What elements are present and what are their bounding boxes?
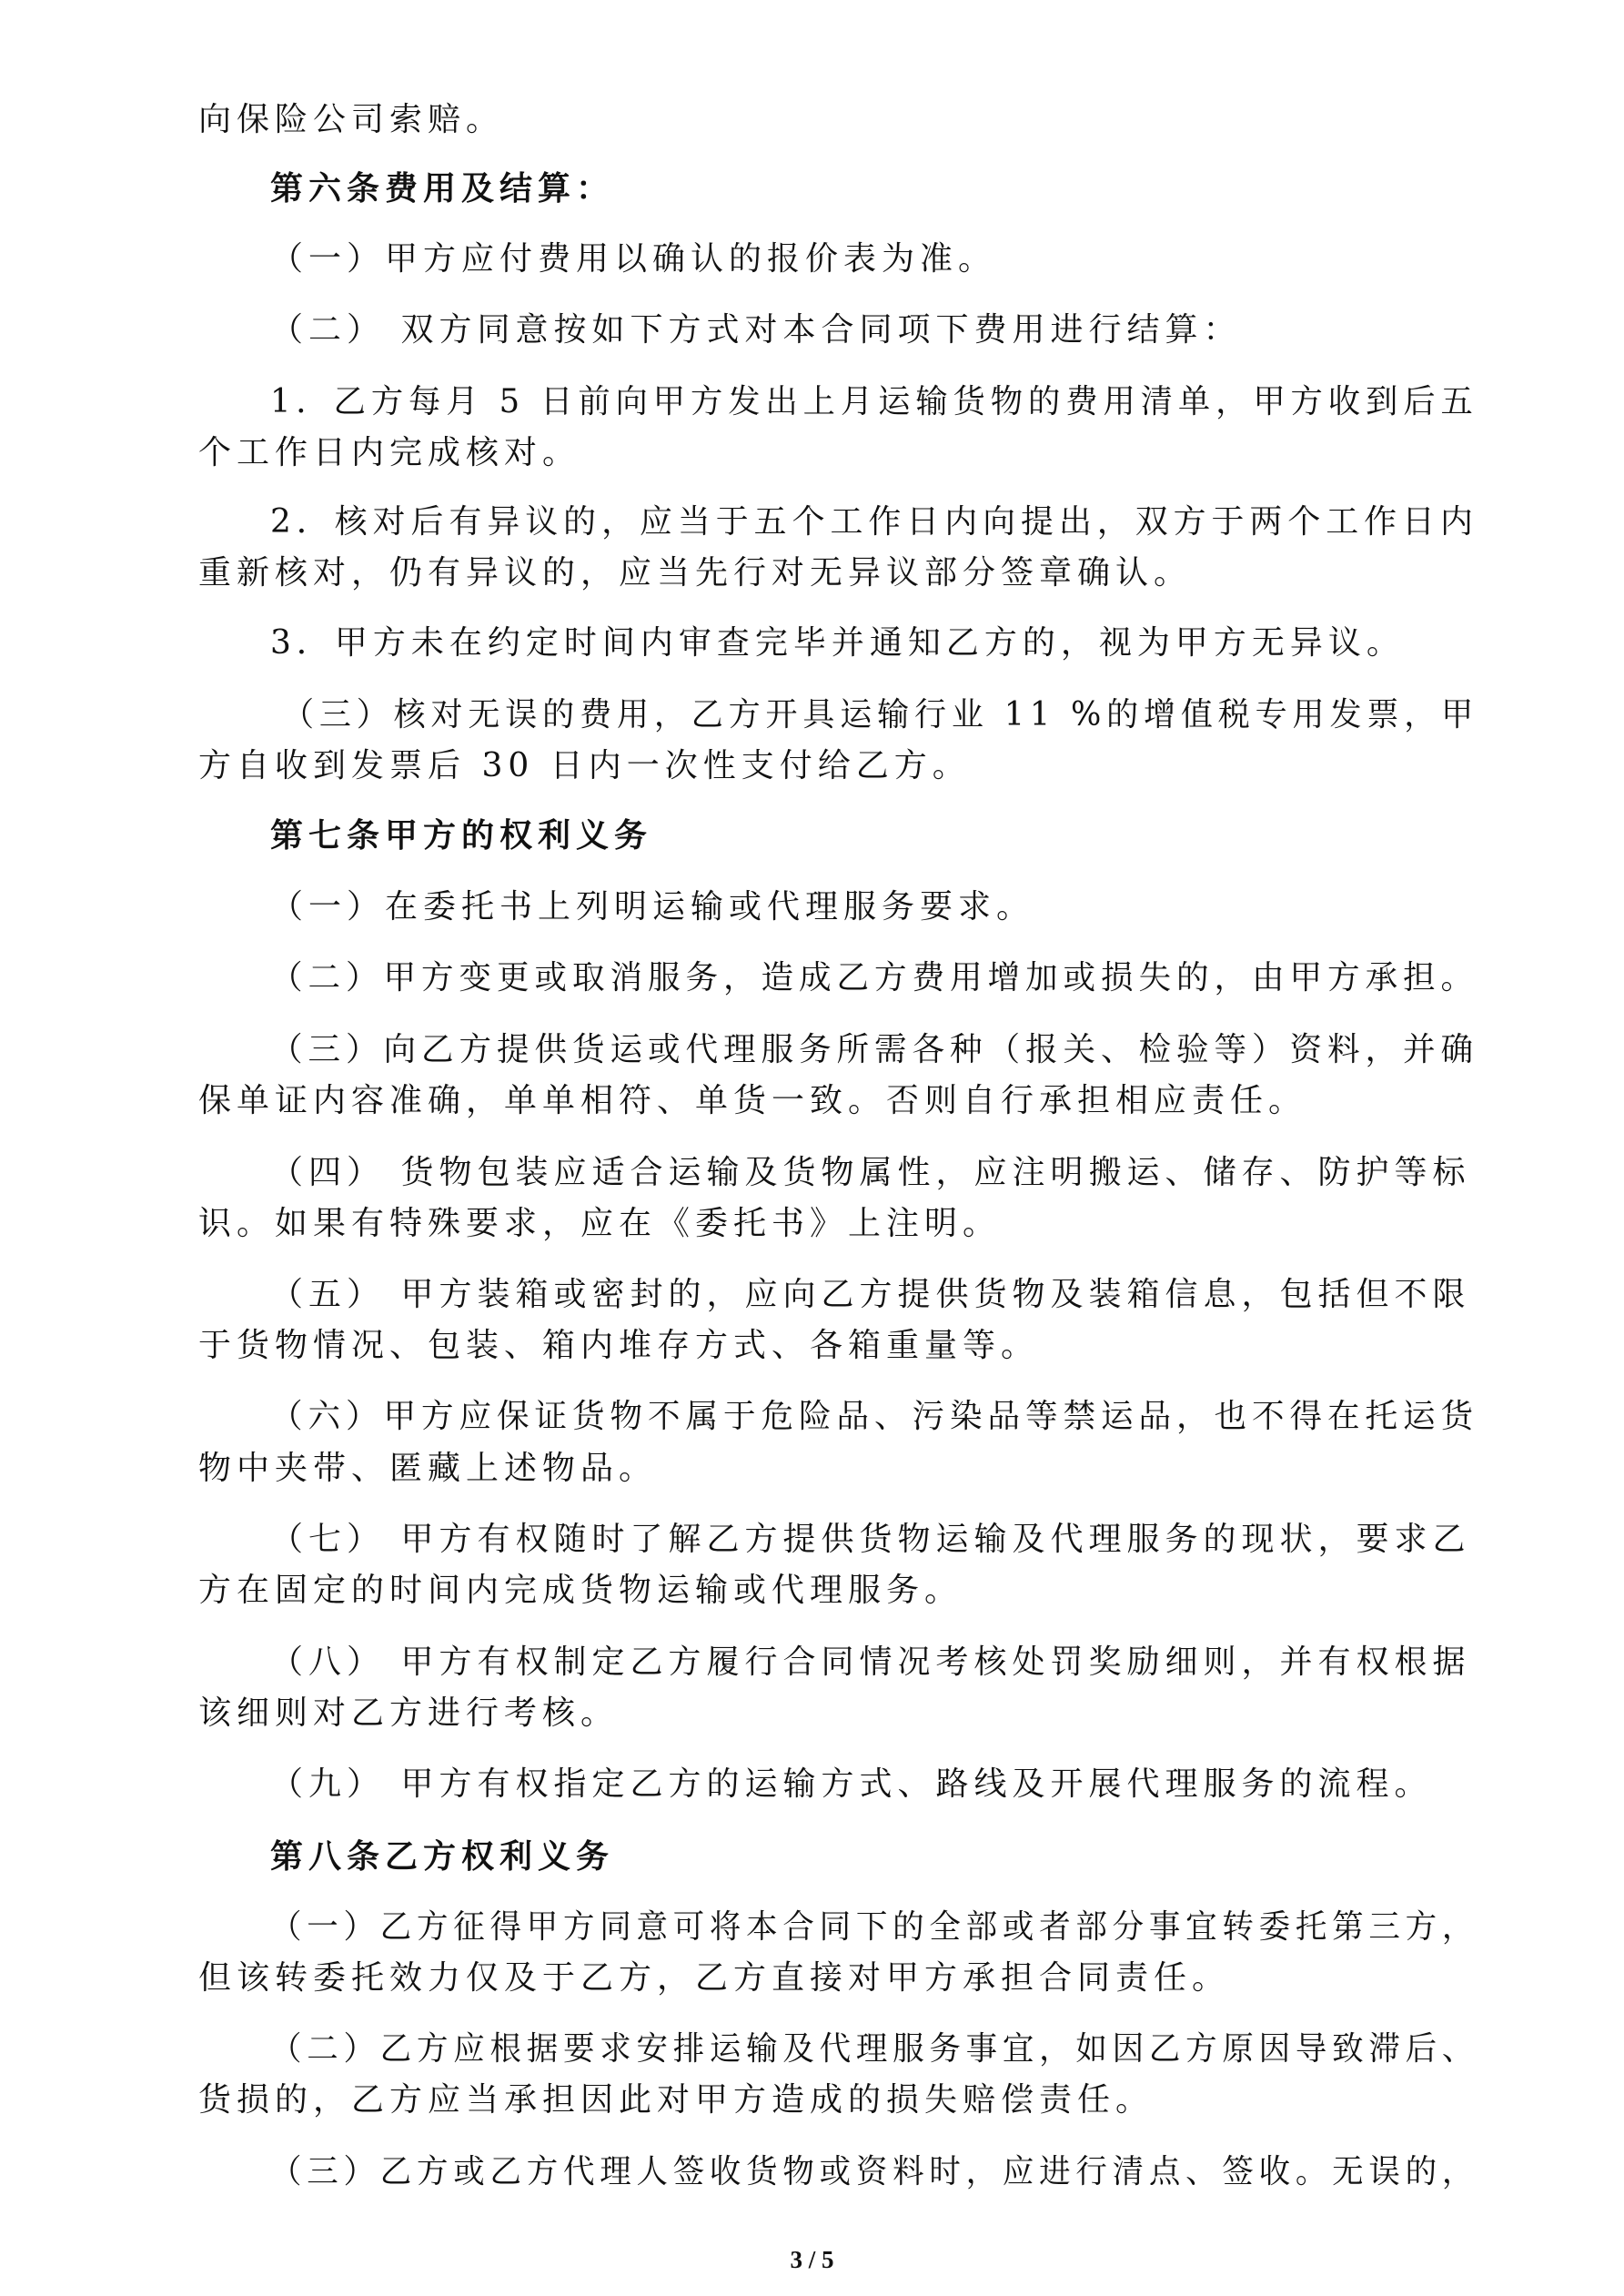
text-line: 向保险公司索赔。 — [198, 101, 505, 138]
text-line: 方在固定的时间内完成货物运输或代理服务。 — [198, 1572, 963, 1609]
text-line: （二）甲方变更或取消服务，造成乙方费用增加或损失的，由甲方承担。 — [270, 959, 1479, 996]
text-line: （八） 甲方有权制定乙方履行合同情况考核处罚奖励细则，并有权根据 — [270, 1644, 1471, 1681]
text-line: 1．乙方每月 5 日前向甲方发出上月运输货物的费用清单，甲方收到后五 — [270, 383, 1478, 420]
text-line: 该细则对乙方进行考核。 — [198, 1694, 620, 1732]
text-line: 个工作日内完成核对。 — [198, 434, 581, 471]
text-line: （一）甲方应付费用以确认的报价表为准。 — [270, 240, 997, 278]
text-line: （四） 货物包装应适合运输及货物属性，应注明搬运、储存、防护等标 — [270, 1154, 1471, 1191]
text-line: （二） 双方同意按如下方式对本合同项下费用进行结算： — [270, 311, 1242, 349]
text-line: （二）乙方应根据要求安排运输及代理服务事宜，如因乙方原因导致滞后、 — [270, 2030, 1479, 2068]
text-line: 物中夹带、匿藏上述物品。 — [198, 1450, 658, 1487]
text-line: （九） 甲方有权指定乙方的运输方式、路线及开展代理服务的流程。 — [270, 1765, 1433, 1803]
text-line: （七） 甲方有权随时了解乙方提供货物运输及代理服务的现状，要求乙 — [270, 1521, 1471, 1558]
text-line: 方自收到发票后 30 日内一次性支付给乙方。 — [198, 747, 971, 784]
section-heading-8: 第八条乙方权利义务 — [270, 1837, 615, 1876]
page-number: 3 / 5 — [790, 2246, 834, 2273]
text-line: （六）甲方应保证货物不属于危险品、污染品等禁运品，也不得在托运货 — [270, 1398, 1479, 1435]
text-line: （一）在委托书上列明运输或代理服务要求。 — [270, 888, 1035, 925]
text-line: 但该转委托效力仅及于乙方，乙方直接对甲方承担合同责任。 — [198, 1959, 1231, 1997]
text-line: （五） 甲方装箱或密封的，应向乙方提供货物及装箱信息，包括但不限 — [270, 1276, 1471, 1313]
text-line: 识。如果有特殊要求，应在《委托书》上注明。 — [198, 1205, 1002, 1242]
section-heading-7: 第七条甲方的权利义务 — [270, 816, 653, 855]
text-line: （三）乙方或乙方代理人签收货物或资料时，应进行清点、签收。无误的， — [270, 2153, 1479, 2190]
text-line: 于货物情况、包装、箱内堆存方式、各箱重量等。 — [198, 1327, 1040, 1364]
text-line: （三）核对无误的费用，乙方开具运输行业 11 %的增值税专用发票，甲 — [282, 696, 1478, 733]
text-line: 2．核对后有异议的，应当于五个工作日内向提出，双方于两个工作日内 — [270, 503, 1478, 541]
section-heading-6: 第六条费用及结算： — [270, 169, 615, 207]
text-line: （三）向乙方提供货运或代理服务所需各种（报关、检验等）资料，并确 — [270, 1031, 1479, 1068]
text-line: 保单证内容准确，单单相符、单货一致。否则自行承担相应责任。 — [198, 1082, 1307, 1119]
text-line: 货损的，乙方应当承担因此对甲方造成的损失赔偿责任。 — [198, 2081, 1155, 2119]
text-line: （一）乙方征得甲方同意可将本合同下的全部或者部分事宜转委托第三方， — [270, 1908, 1479, 1946]
text-line: 3．甲方未在约定时间内审查完毕并通知乙方的，视为甲方无异议。 — [270, 624, 1405, 662]
text-line: 重新核对，仍有异议的，应当先行对无异议部分签章确认。 — [198, 554, 1193, 592]
